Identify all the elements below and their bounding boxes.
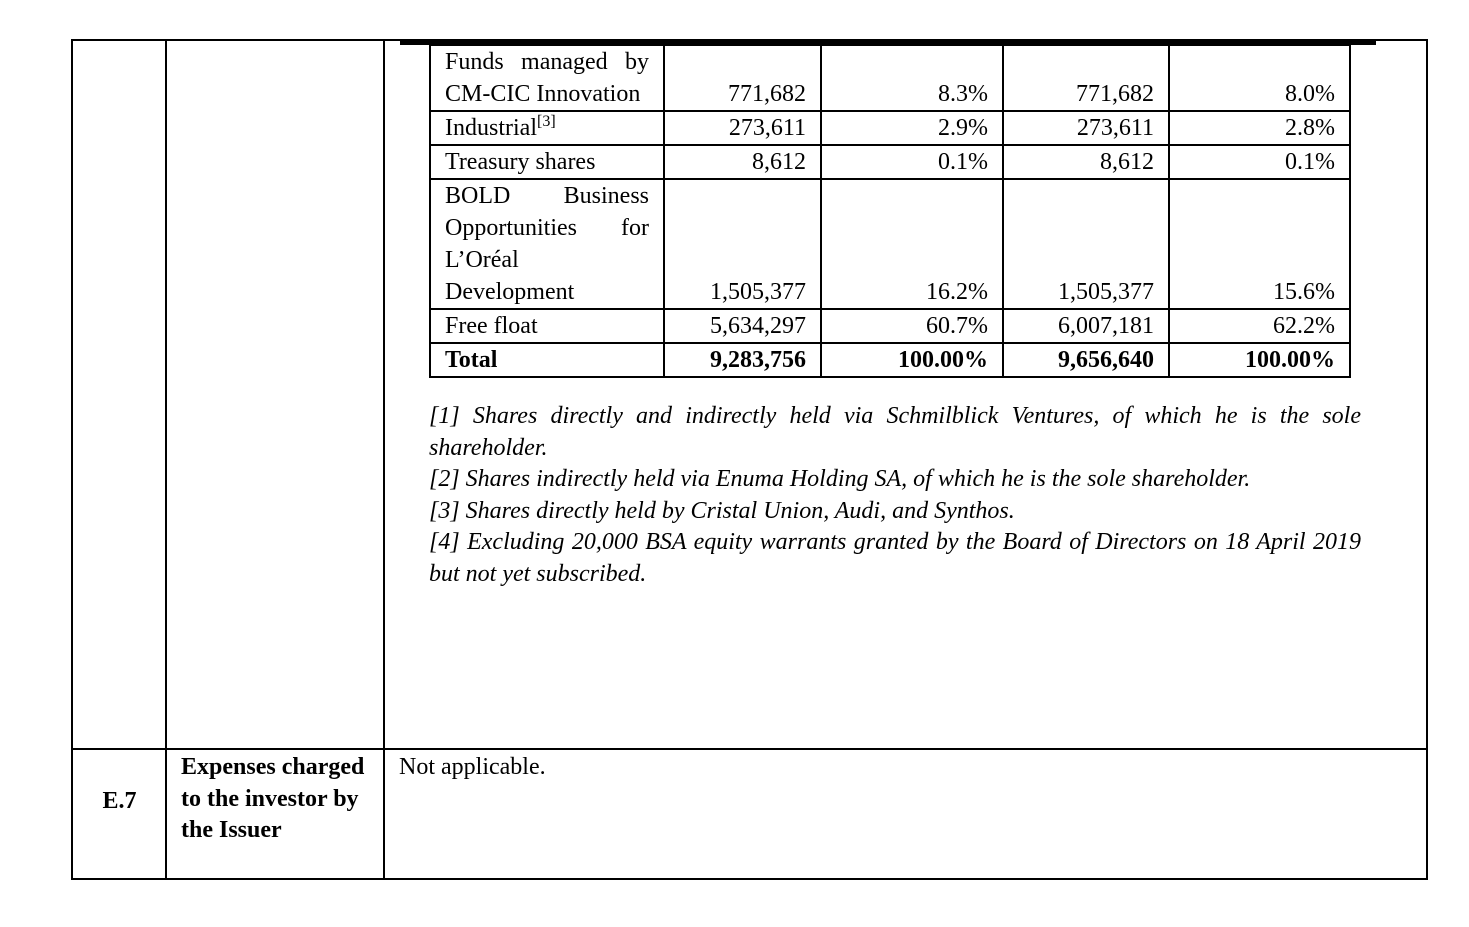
table-row	[430, 145, 1350, 179]
total-shares-value: 9,656,640	[1003, 343, 1169, 377]
percent-value: 2.9%	[821, 111, 1003, 145]
section-code: E.7	[102, 788, 137, 814]
footnote: [4] Excluding 20,000 BSA equity warrants granted by the Board of Directors on 18 April 2019 but not yet subscribed.	[429, 529, 1361, 587]
percent-value: 15.6%	[1169, 179, 1350, 309]
shares-value: 273,611	[1003, 111, 1169, 145]
shares-value: 6,007,181	[1003, 309, 1169, 343]
row-divider	[71, 748, 1428, 750]
shares-value: 1,505,377	[664, 179, 821, 309]
footnote-ref: [3]	[536, 113, 556, 130]
shareholder-name: Funds managed by CM-CIC Innovation	[430, 45, 664, 111]
total-percent-value: 100.00%	[1169, 343, 1350, 377]
shares-value: 8,612	[1003, 145, 1169, 179]
percent-value: 16.2%	[821, 179, 1003, 309]
percent-value: 0.1%	[821, 145, 1003, 179]
shares-value: 273,611	[664, 111, 821, 145]
percent-value: 60.7%	[821, 309, 1003, 343]
shares-value: 771,682	[1003, 45, 1169, 111]
table-row	[430, 45, 1350, 111]
total-shares-value: 9,283,756	[664, 343, 821, 377]
percent-value: 8.0%	[1169, 45, 1350, 111]
table-row	[430, 309, 1350, 343]
percent-value: 2.8%	[1169, 111, 1350, 145]
table-total-row	[430, 343, 1350, 377]
shareholder-name: Industrial	[445, 115, 537, 141]
footnotes	[429, 401, 1361, 590]
total-percent-value: 100.00%	[821, 343, 1003, 377]
section-title: Expenses charged to the investor by the Issuer	[181, 754, 365, 843]
shareholder-name: Free float	[430, 309, 664, 343]
section-text: Not applicable.	[399, 754, 546, 780]
footnote: [3] Shares directly held by Cristal Union, Audi, and Synthos.	[429, 497, 1015, 524]
shareholder-name-cell	[430, 111, 664, 145]
footnote: [1] Shares directly and indirectly held via Schmilblick Ventures, of which he is the sole shareholder.	[429, 403, 1361, 461]
table-row	[430, 111, 1350, 145]
footnote: [2] Shares indirectly held via Enuma Holding SA, of which he is the sole shareholder.	[429, 466, 1251, 492]
shares-value: 1,505,377	[1003, 179, 1169, 309]
percent-value: 62.2%	[1169, 309, 1350, 343]
percent-value: 8.3%	[821, 45, 1003, 111]
shares-value: 5,634,297	[664, 309, 821, 343]
shares-value: 771,682	[664, 45, 821, 111]
percent-value: 0.1%	[1169, 145, 1350, 179]
shareholder-name: BOLD Business Opportunities for L’Oréal Development	[430, 179, 664, 309]
shares-value: 8,612	[664, 145, 821, 179]
column-divider-1	[165, 39, 167, 880]
total-label: Total	[430, 343, 664, 377]
column-divider-2	[383, 39, 385, 880]
table-row	[430, 179, 1350, 309]
shareholder-name: Treasury shares	[430, 145, 664, 179]
shareholders-table	[429, 44, 1351, 378]
